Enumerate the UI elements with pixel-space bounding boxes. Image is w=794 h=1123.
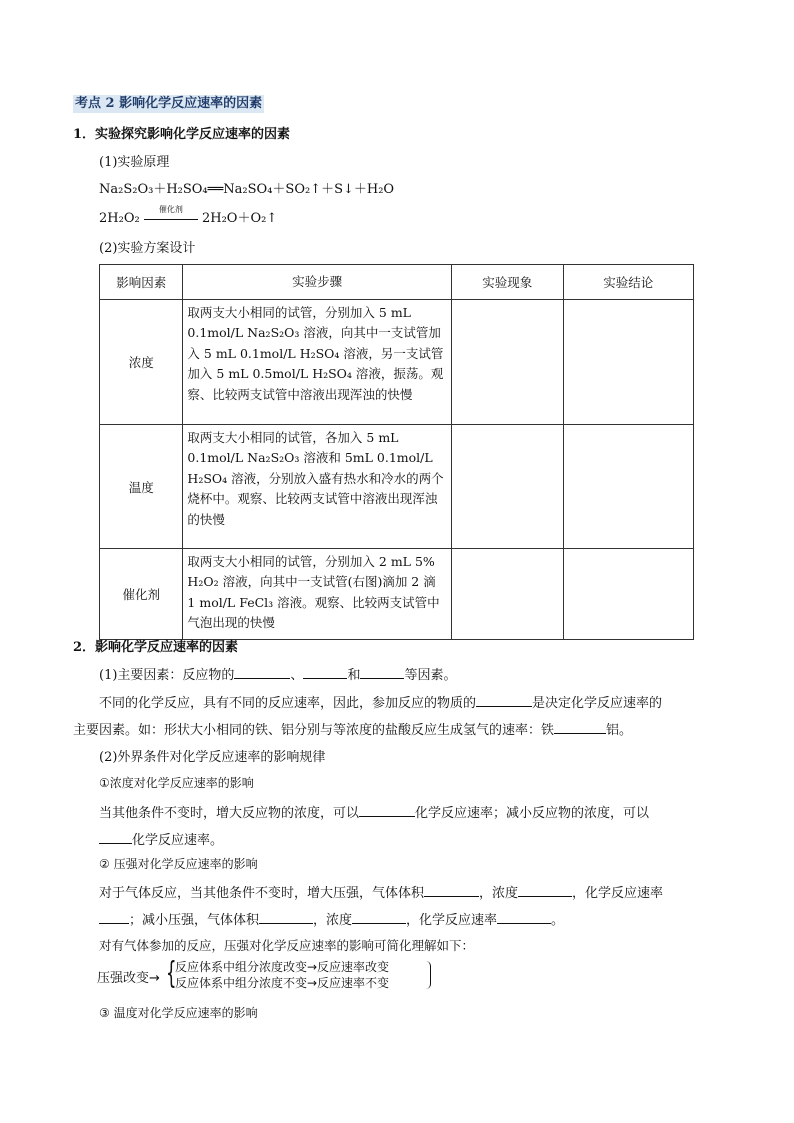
brace-icon: { [166,956,177,991]
blank-field[interactable] [234,666,290,679]
temperature-title: ③ 温度对化学反应速率的影响 [99,1006,258,1020]
blank-field[interactable] [554,721,606,734]
steps-cell: 取两支大小相同的试管，分别加入 5 mL 0.1mol/L Na₂S₂O₃ 溶液，向其中一支试管加入 5 mL 0.1mol/L H₂SO₄ 溶液，另一支试管加入 5 mL 0.5mol/L H₂SO₄ 溶液，振荡。观察、比较两支试管中溶液出现浑浊的快慢 [183,300,451,425]
design-label: (2)实验方案设计 [99,241,196,256]
concentration-line-1 [99,802,649,821]
pressure-title: ② 压强对化学反应速率的影响 [99,857,258,871]
conclusion-cell [563,300,693,425]
concentration-text: 化学反应速率。 [132,833,224,848]
brace-left-text: 压强改变→ [97,971,160,986]
factor-cell: 温度 [100,425,183,549]
header-steps: 实验步骤 [183,265,451,300]
phenomenon-cell [451,300,563,425]
blank-field[interactable] [518,884,572,897]
factor-cell: 催化剂 [100,549,183,640]
difference-text: 主要因素。如：形状大小相同的铁、铝分别与等浓度的盐酸反应生成氢气的速率：铁 [73,723,555,738]
difference-text: 是决定化学反应速率的 [532,696,663,711]
pressure-line-2 [99,909,564,928]
catalyst-label: 催化剂 [158,204,183,214]
pressure-text: ，化学反应速率 [406,913,498,928]
pressure-text: 对于气体反应，当其他条件不变时，增大压强，气体体积 [99,886,425,901]
blank-field[interactable] [303,666,347,679]
pressure-note: 对有气体参加的反应，压强对化学反应速率的影响可简化理解如下： [99,938,475,953]
experiment-table [99,264,694,640]
concentration-text: 化学反应速率；减小反应物的浓度，可以 [415,806,650,821]
factor-cell: 浓度 [100,300,183,425]
concentration-text: 当其他条件不变时，增大反应物的浓度，可以 [99,806,360,821]
external-factors-label: (2)外界条件对化学反应速率的影响规律 [99,750,326,765]
header-conclusion: 实验结论 [563,265,693,300]
brace-bottom-text: 反应体系中组分浓度不变→反应速率不变 [175,976,390,990]
brace-right-mark [426,961,431,989]
difference-text: 铝。 [606,723,633,738]
blank-field[interactable] [424,884,479,897]
table-row [100,300,694,425]
pressure-text: ，浓度 [479,886,519,901]
equation-2 [99,204,278,228]
difference-line-1 [99,692,662,711]
equation-2-left: 2H₂O₂ [99,211,140,226]
main-factors-text: 等因素。 [404,668,457,683]
main-factors-text: 、 [290,668,304,683]
blank-field[interactable] [360,666,404,679]
main-factors-text: 和 [347,668,361,683]
conclusion-cell [563,549,693,640]
blank-field[interactable] [352,911,406,924]
equation-1: Na₂S₂O₃＋H₂SO₄══Na₂SO₄＋SO₂↑＋S↓＋H₂O [99,182,395,197]
section-title: 考点 2 影响化学反应速率的因素 [75,96,263,111]
pressure-line-1 [99,882,663,901]
blank-field[interactable] [259,911,313,924]
pressure-text: ，化学反应速率 [572,886,664,901]
pressure-text: ；减小压强，气体体积 [129,913,260,928]
principle-label: (1)实验原理 [99,155,170,170]
pressure-text: ，浓度 [313,913,353,928]
main-factors-text: (1)主要因素：反应物的 [99,668,235,683]
catalyst-arrow [144,204,198,228]
steps-cell: 取两支大小相同的试管，各加入 5 mL 0.1mol/L Na₂S₂O₃ 溶液和 5mL 0.1mol/L H₂SO₄ 溶液，分别放入盛有热水和冷水的两个烧杯中。观察、比较两支试管中溶液出现浑浊的快慢 [183,425,451,549]
header-phenomenon: 实验现象 [451,265,563,300]
phenomenon-cell [451,549,563,640]
difference-line-2 [73,719,632,738]
equation-2-right: 2H₂O＋O₂↑ [201,211,278,226]
brace-top-text: 反应体系中组分浓度改变→反应速率改变 [175,960,390,974]
header-factor: 影响因素 [100,265,183,300]
phenomenon-cell [451,425,563,549]
main-factors-line [99,664,456,683]
difference-text: 不同的化学反应，具有不同的反应速率，因此，参加反应的物质的 [99,696,477,711]
table-header-row [100,265,694,300]
part1-heading: 1．实验探究影响化学反应速率的因素 [73,127,291,142]
concentration-line-2 [99,829,223,848]
blank-field[interactable] [359,804,415,817]
conclusion-cell [563,425,693,549]
part2-heading: 2．影响化学反应速率的因素 [73,640,239,655]
blank-field[interactable] [99,831,132,844]
blank-field[interactable] [476,694,532,707]
table-row [100,425,694,549]
blank-field[interactable] [497,911,551,924]
table-row [100,549,694,640]
pressure-text: 。 [551,913,565,928]
concentration-title: ①浓度对化学反应速率的影响 [99,776,254,790]
steps-cell: 取两支大小相同的试管，分别加入 2 mL 5% H₂O₂ 溶液，向其中一支试管(右图)滴加 2 滴 1 mol/L FeCl₃ 溶液。观察、比较两支试管中气泡出现的快慢 [183,549,451,640]
blank-field[interactable] [99,911,129,924]
